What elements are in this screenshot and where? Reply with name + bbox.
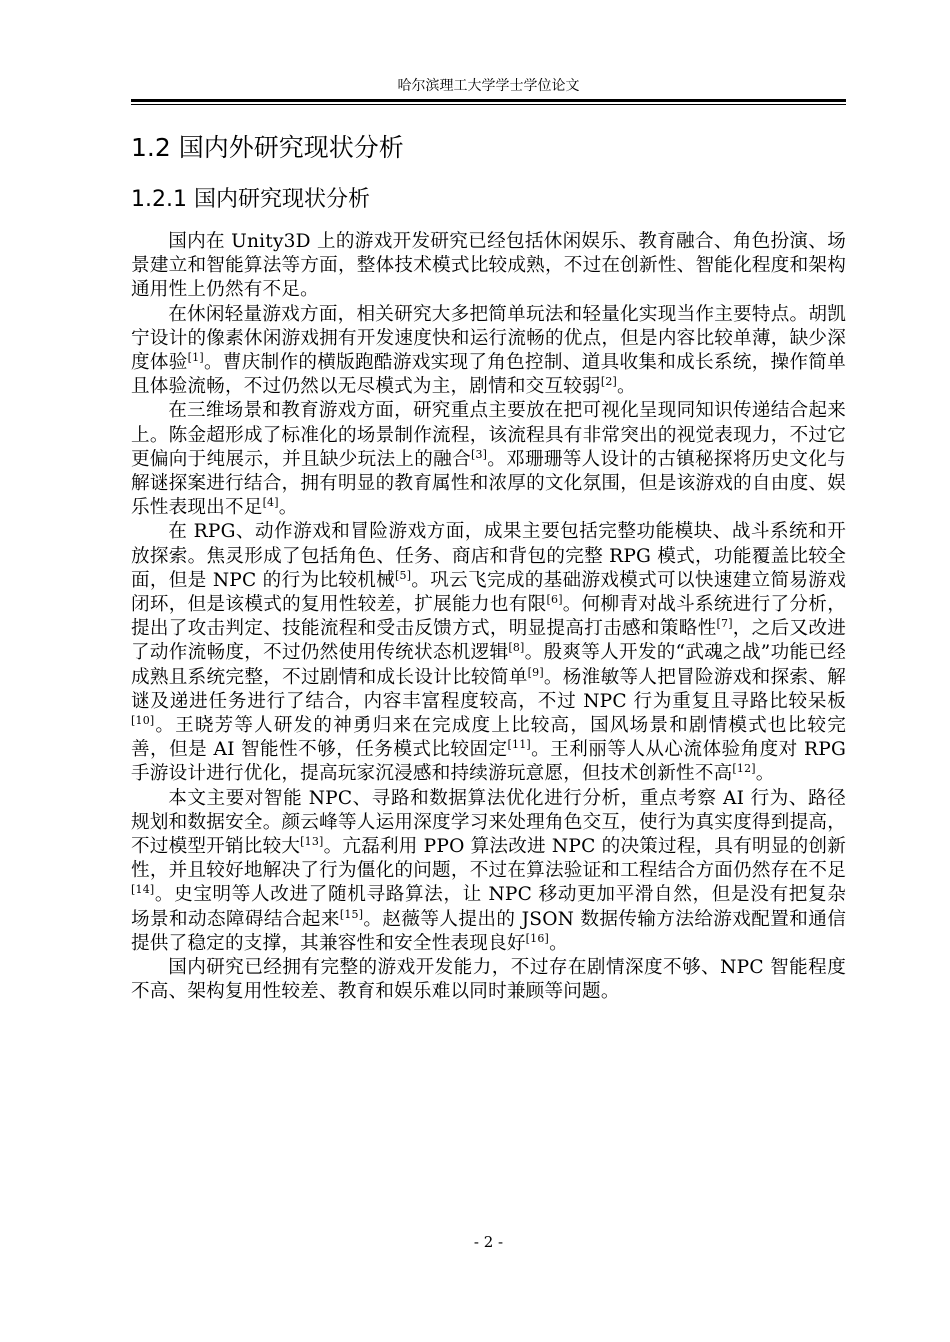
citation-ref: [9] (527, 665, 544, 679)
body-paragraph (131, 520, 846, 786)
paragraph-text: 。 (755, 763, 775, 785)
paragraph-text: 。赵薇等人提出的 JSON 数据传输方法给游戏配置和通信提供了稳定的支撑，其兼容性和安全性表现良好 (131, 908, 846, 954)
paragraph-text: 在 RPG、动作游戏和冒险游戏方面，成果主要包括完整功能模块、战斗系统和开放探索。焦灵形成了包括角色、任务、商店和背包的完整 RPG 模式，功能覆盖比较全面，但是 NPC 的行为比较机械 (131, 521, 846, 591)
citation-ref: [12] (732, 762, 756, 776)
paragraph-text: 。殷爽等人开发的“武魂之战”功能已经成熟且系统完整，不过剧情和成长设计比较简单 (131, 642, 846, 688)
paragraph-text: 国内研究已经拥有完整的游戏开发能力，不过存在剧情深度不够、NPC 智能程度不高、架构复用性较差、教育和娱乐难以同时兼顾等问题。 (131, 957, 846, 1003)
paragraph-text: 。曹庆制作的横版跑酷游戏实现了角色控制、道具收集和成长系统，操作简单且体验流畅，不过仍然以无尽模式为主，剧情和交互较弱 (131, 352, 846, 398)
running-header: 哈尔滨理工大学学士学位论文 (397, 78, 580, 94)
citation-ref: [3] (470, 447, 488, 461)
section-heading: 1.2 国内外研究现状分析 (131, 133, 404, 162)
paragraph-text: 。邓珊珊等人设计的古镇秘探将历史文化与解谜探案进行结合，拥有明显的教育属性和浓厚的文化氛围，但是该游戏的自由度、娱乐性表现出不足 (131, 448, 846, 519)
citation-ref: [4] (262, 496, 279, 510)
paragraph-text: 。何柳青对战斗系统进行了分析，提出了攻击判定、技能流程和受击反馈方式，明显提高打击感和策略性 (131, 594, 846, 640)
citation-ref: [13] (300, 834, 324, 848)
citation-ref: [15] (339, 907, 364, 921)
citation-ref: [7] (716, 617, 733, 631)
body-paragraph (131, 303, 846, 400)
paragraph-text: 。王晓芳等人研发的神勇归来在完成度上比较高，国风场景和剧情模式也比较完善，但是 AI 智能性不够，任务模式比较固定 (131, 715, 846, 761)
paragraph-text: 在三维场景和教育游戏方面，研究重点主要放在把可视化呈现同知识传递结合起来上。陈金超形成了标准化的场景制作流程，该流程具有非常突出的视觉表现力，不过它更偏向于纯展示，并且缺少玩法上的融合 (131, 400, 846, 470)
page-body (131, 128, 846, 1005)
paragraph-text: 。杨淮敏等人把冒险游戏和探索、解谜及递进任务进行了结合，内容丰富程度较高，不过 NPC 行为重复且寻路比较呆板 (131, 666, 846, 712)
paragraph-text: 。 (549, 932, 568, 954)
paragraph-text: 在休闲轻量游戏方面，相关研究大多把简单玩法和轻量化实现当作主要特点。胡凯宁设计的像素休闲游戏拥有开发速度快和运行流畅的优点，但是内容比较单薄，缺少深度体验 (131, 303, 846, 374)
paragraph-text: 国内在 Unity3D 上的游戏开发研究已经包括休闲娱乐、教育融合、角色扮演、场景建立和智能算法等方面，整体技术模式比较成熟，不过在创新性、智能化程度和架构通用性上仍然有不足。 (131, 231, 846, 301)
paragraph-text: 。王利丽等人从心流体验角度对 RPG 手游设计进行优化，提高玩家沉浸感和持续游玩意愿，但技术创新性不高 (131, 739, 847, 785)
body-paragraph (131, 399, 846, 520)
paragraph-text: 本文主要对智能 NPC、寻路和数据算法优化进行分析，重点考察 AI 行为、路径规划和数据安全。颜云峰等人运用深度学习来处理角色交互，使行为真实度得到提高，不过模型开销比较大 (131, 787, 846, 858)
citation-ref: [2] (600, 375, 618, 389)
paragraph-text: 。 (617, 376, 636, 398)
citation-ref: [5] (395, 568, 412, 582)
header-rule-thick (131, 99, 846, 102)
body-paragraph (131, 230, 846, 303)
citation-ref: [11] (507, 738, 531, 752)
citation-ref: [8] (508, 641, 525, 655)
body-text (131, 230, 846, 1005)
subsection-heading: 1.2.1 国内研究现状分析 (131, 187, 370, 212)
paragraph-text: 。巩云飞完成的基础游戏模式可以快速建立简易游戏闭环，但是该模式的复用性较差，扩展能力也有限 (131, 569, 846, 616)
header-rule-thin (131, 104, 846, 105)
paragraph-text: 。 (278, 497, 298, 519)
paragraph-text: 。亢磊利用 PPO 算法改进 NPC 的决策过程，具有明显的创新性，并且较好地解决了行为僵化的问题，不过在算法验证和工程结合方面仍然存在不足 (131, 836, 846, 882)
body-paragraph (131, 787, 846, 956)
citation-ref: [16] (525, 931, 550, 945)
page-number: - 2 - (473, 1233, 504, 1251)
citation-ref: [1] (187, 350, 204, 364)
paragraph-text: 。史宝明等人改进了随机寻路算法，让 NPC 移动更加平滑自然，但是没有把复杂场景和动态障碍结合起来 (131, 884, 846, 930)
citation-ref: [6] (546, 592, 563, 606)
citation-ref: [14] (131, 883, 155, 897)
citation-ref: [10] (131, 713, 155, 727)
body-paragraph (131, 956, 846, 1004)
paragraph-text: ，之后又改进了动作流畅度，不过仍然使用传统状态机逻辑 (131, 618, 847, 664)
